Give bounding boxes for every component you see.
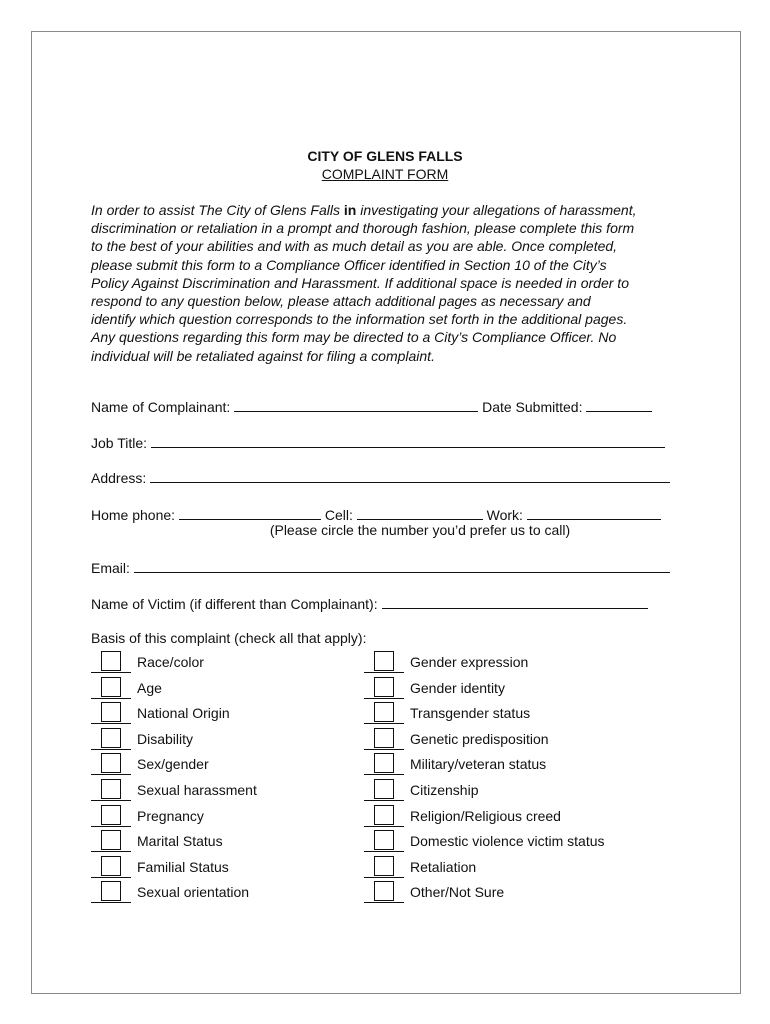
checkbox-underline bbox=[364, 877, 404, 878]
checkbox-underline bbox=[91, 672, 131, 673]
email-field[interactable] bbox=[134, 558, 670, 573]
phone-hint: (Please circle the number you’d prefer us to call) bbox=[269, 522, 571, 538]
checkbox-label: National Origin bbox=[137, 705, 230, 722]
checkbox-label: Sexual orientation bbox=[137, 884, 250, 901]
checkbox[interactable] bbox=[374, 830, 394, 850]
checkbox-label: Pregnancy bbox=[137, 807, 204, 824]
checkbox[interactable] bbox=[101, 830, 121, 850]
checkbox-underline bbox=[364, 723, 404, 724]
checkbox[interactable] bbox=[374, 779, 394, 799]
basis-option-disability[interactable] bbox=[91, 728, 391, 752]
checkbox-underline bbox=[364, 749, 404, 750]
form-subtitle: COMPLAINT FORM bbox=[321, 166, 449, 182]
intro-text-start: In order to assist The City of Glens Falls bbox=[91, 202, 344, 218]
job-title-label: Job Title: bbox=[91, 435, 148, 451]
checkbox-underline bbox=[91, 723, 131, 724]
checkbox[interactable] bbox=[101, 779, 121, 799]
basis-option-gender-identity[interactable] bbox=[364, 677, 664, 701]
checkbox-label: Domestic violence victim status bbox=[410, 833, 605, 850]
checkbox-label: Gender identity bbox=[410, 679, 505, 696]
checkbox[interactable] bbox=[374, 677, 394, 697]
checkbox[interactable] bbox=[374, 702, 394, 722]
checkbox-underline bbox=[91, 851, 131, 852]
checkbox-underline bbox=[364, 826, 404, 827]
victim-row bbox=[91, 594, 648, 612]
basis-option-national-origin[interactable] bbox=[91, 702, 391, 726]
checkbox[interactable] bbox=[101, 651, 121, 671]
checkbox-underline bbox=[364, 698, 404, 699]
basis-option-gender-expression[interactable] bbox=[364, 651, 664, 675]
complainant-row bbox=[91, 397, 652, 415]
checkbox-underline bbox=[364, 672, 404, 673]
email-row bbox=[91, 558, 670, 576]
basis-option-familial-status[interactable] bbox=[91, 856, 391, 880]
basis-option-other-not-sure[interactable] bbox=[364, 881, 664, 905]
checkbox[interactable] bbox=[101, 805, 121, 825]
intro-paragraph bbox=[91, 201, 691, 365]
basis-option-domestic-violence-victim-status[interactable] bbox=[364, 830, 664, 854]
basis-heading: Basis of this complaint (check all that apply): bbox=[91, 630, 367, 646]
checkbox[interactable] bbox=[101, 677, 121, 697]
work-phone-field[interactable] bbox=[527, 505, 661, 520]
checkbox-underline bbox=[364, 851, 404, 852]
checkbox[interactable] bbox=[374, 753, 394, 773]
checkbox-label: Military/veteran status bbox=[410, 756, 547, 773]
basis-option-age[interactable] bbox=[91, 677, 391, 701]
checkbox-label: Retaliation bbox=[410, 858, 477, 875]
victim-label: Name of Victim (if different than Complainant): bbox=[91, 596, 378, 612]
home-phone-field[interactable] bbox=[179, 505, 321, 520]
checkbox[interactable] bbox=[101, 702, 121, 722]
basis-option-genetic-predisposition[interactable] bbox=[364, 728, 664, 752]
checkbox-underline bbox=[364, 902, 404, 903]
checkbox-label: Genetic predisposition bbox=[410, 730, 549, 747]
checkbox[interactable] bbox=[374, 651, 394, 671]
checkbox-underline bbox=[364, 774, 404, 775]
job-title-row bbox=[91, 433, 665, 451]
home-phone-label: Home phone: bbox=[91, 507, 176, 523]
checkbox-underline bbox=[91, 902, 131, 903]
basis-option-military-veteran-status[interactable] bbox=[364, 753, 664, 777]
complainant-field[interactable] bbox=[234, 397, 478, 412]
work-label: Work: bbox=[486, 507, 523, 523]
checkbox[interactable] bbox=[374, 805, 394, 825]
address-label: Address: bbox=[91, 470, 147, 486]
checkbox-label: Religion/Religious creed bbox=[410, 807, 561, 824]
checkbox-label: Transgender status bbox=[410, 705, 531, 722]
basis-option-marital-status[interactable] bbox=[91, 830, 391, 854]
checkbox-underline bbox=[91, 698, 131, 699]
checkbox[interactable] bbox=[101, 856, 121, 876]
checkbox-underline bbox=[91, 877, 131, 878]
complainant-label: Name of Complainant: bbox=[91, 399, 231, 415]
address-field[interactable] bbox=[150, 468, 670, 483]
checkbox-underline bbox=[91, 774, 131, 775]
date-submitted-label: Date Submitted: bbox=[482, 399, 583, 415]
checkbox-label: Race/color bbox=[137, 654, 204, 670]
intro-text-rest: investigating your allegations of harassment, discrimination or retaliation in a prompt and thorough fashion, please complete this form to the best of your abilities and with as much detail as you are able. Once completed, please submit this form to a Compliance Officer identified in Section 10 of the City’s Policy Against Discrimination and Harassment. If additional space is needed in order to respond to any question below, please attach additional pages as necessary and identify which question corresponds to the information set forth in the additional pages. Any questions regarding this form may be directed to a City’s Compliance Officer. No individual will be retaliated against for filing a complaint. bbox=[91, 202, 637, 364]
date-submitted-field[interactable] bbox=[586, 397, 652, 412]
checkbox-label: Disability bbox=[137, 730, 194, 747]
checkbox-label: Citizenship bbox=[410, 782, 479, 798]
checkbox-underline bbox=[91, 826, 131, 827]
phone-row bbox=[91, 505, 661, 523]
job-title-field[interactable] bbox=[151, 433, 665, 448]
basis-option-sex-gender[interactable] bbox=[91, 753, 391, 777]
basis-option-retaliation[interactable] bbox=[364, 856, 664, 880]
email-label: Email: bbox=[91, 560, 130, 576]
cell-phone-field[interactable] bbox=[357, 505, 483, 520]
form-title: CITY OF GLENS FALLS bbox=[307, 148, 463, 164]
cell-label: Cell: bbox=[324, 507, 353, 523]
checkbox[interactable] bbox=[374, 728, 394, 748]
checkbox-label: Familial Status bbox=[137, 858, 229, 875]
address-row bbox=[91, 468, 670, 486]
checkbox[interactable] bbox=[101, 728, 121, 748]
basis-option-transgender-status[interactable] bbox=[364, 702, 664, 726]
checkbox-label: Sex/gender bbox=[137, 756, 209, 773]
checkbox-label: Gender expression bbox=[410, 654, 529, 670]
checkbox[interactable] bbox=[374, 881, 394, 901]
checkbox-underline bbox=[91, 800, 131, 801]
basis-option-citizenship[interactable] bbox=[364, 779, 664, 803]
basis-option-race-color[interactable] bbox=[91, 651, 391, 675]
basis-option-religion-religious-creed[interactable] bbox=[364, 805, 664, 829]
checkbox-underline bbox=[91, 749, 131, 750]
checkbox[interactable] bbox=[101, 753, 121, 773]
checkbox[interactable] bbox=[374, 856, 394, 876]
basis-option-sexual-harassment[interactable] bbox=[91, 779, 391, 803]
intro-text-bold: in bbox=[343, 202, 357, 218]
checkbox-label: Other/Not Sure bbox=[410, 884, 505, 901]
checkbox[interactable] bbox=[101, 881, 121, 901]
checkbox-underline bbox=[364, 800, 404, 801]
basis-option-sexual-orientation[interactable] bbox=[91, 881, 391, 905]
victim-field[interactable] bbox=[382, 594, 648, 609]
checkbox-label: Age bbox=[137, 679, 162, 696]
checkbox-label: Marital Status bbox=[137, 833, 223, 850]
basis-option-pregnancy[interactable] bbox=[91, 805, 391, 829]
checkbox-label: Sexual harassment bbox=[137, 782, 257, 798]
